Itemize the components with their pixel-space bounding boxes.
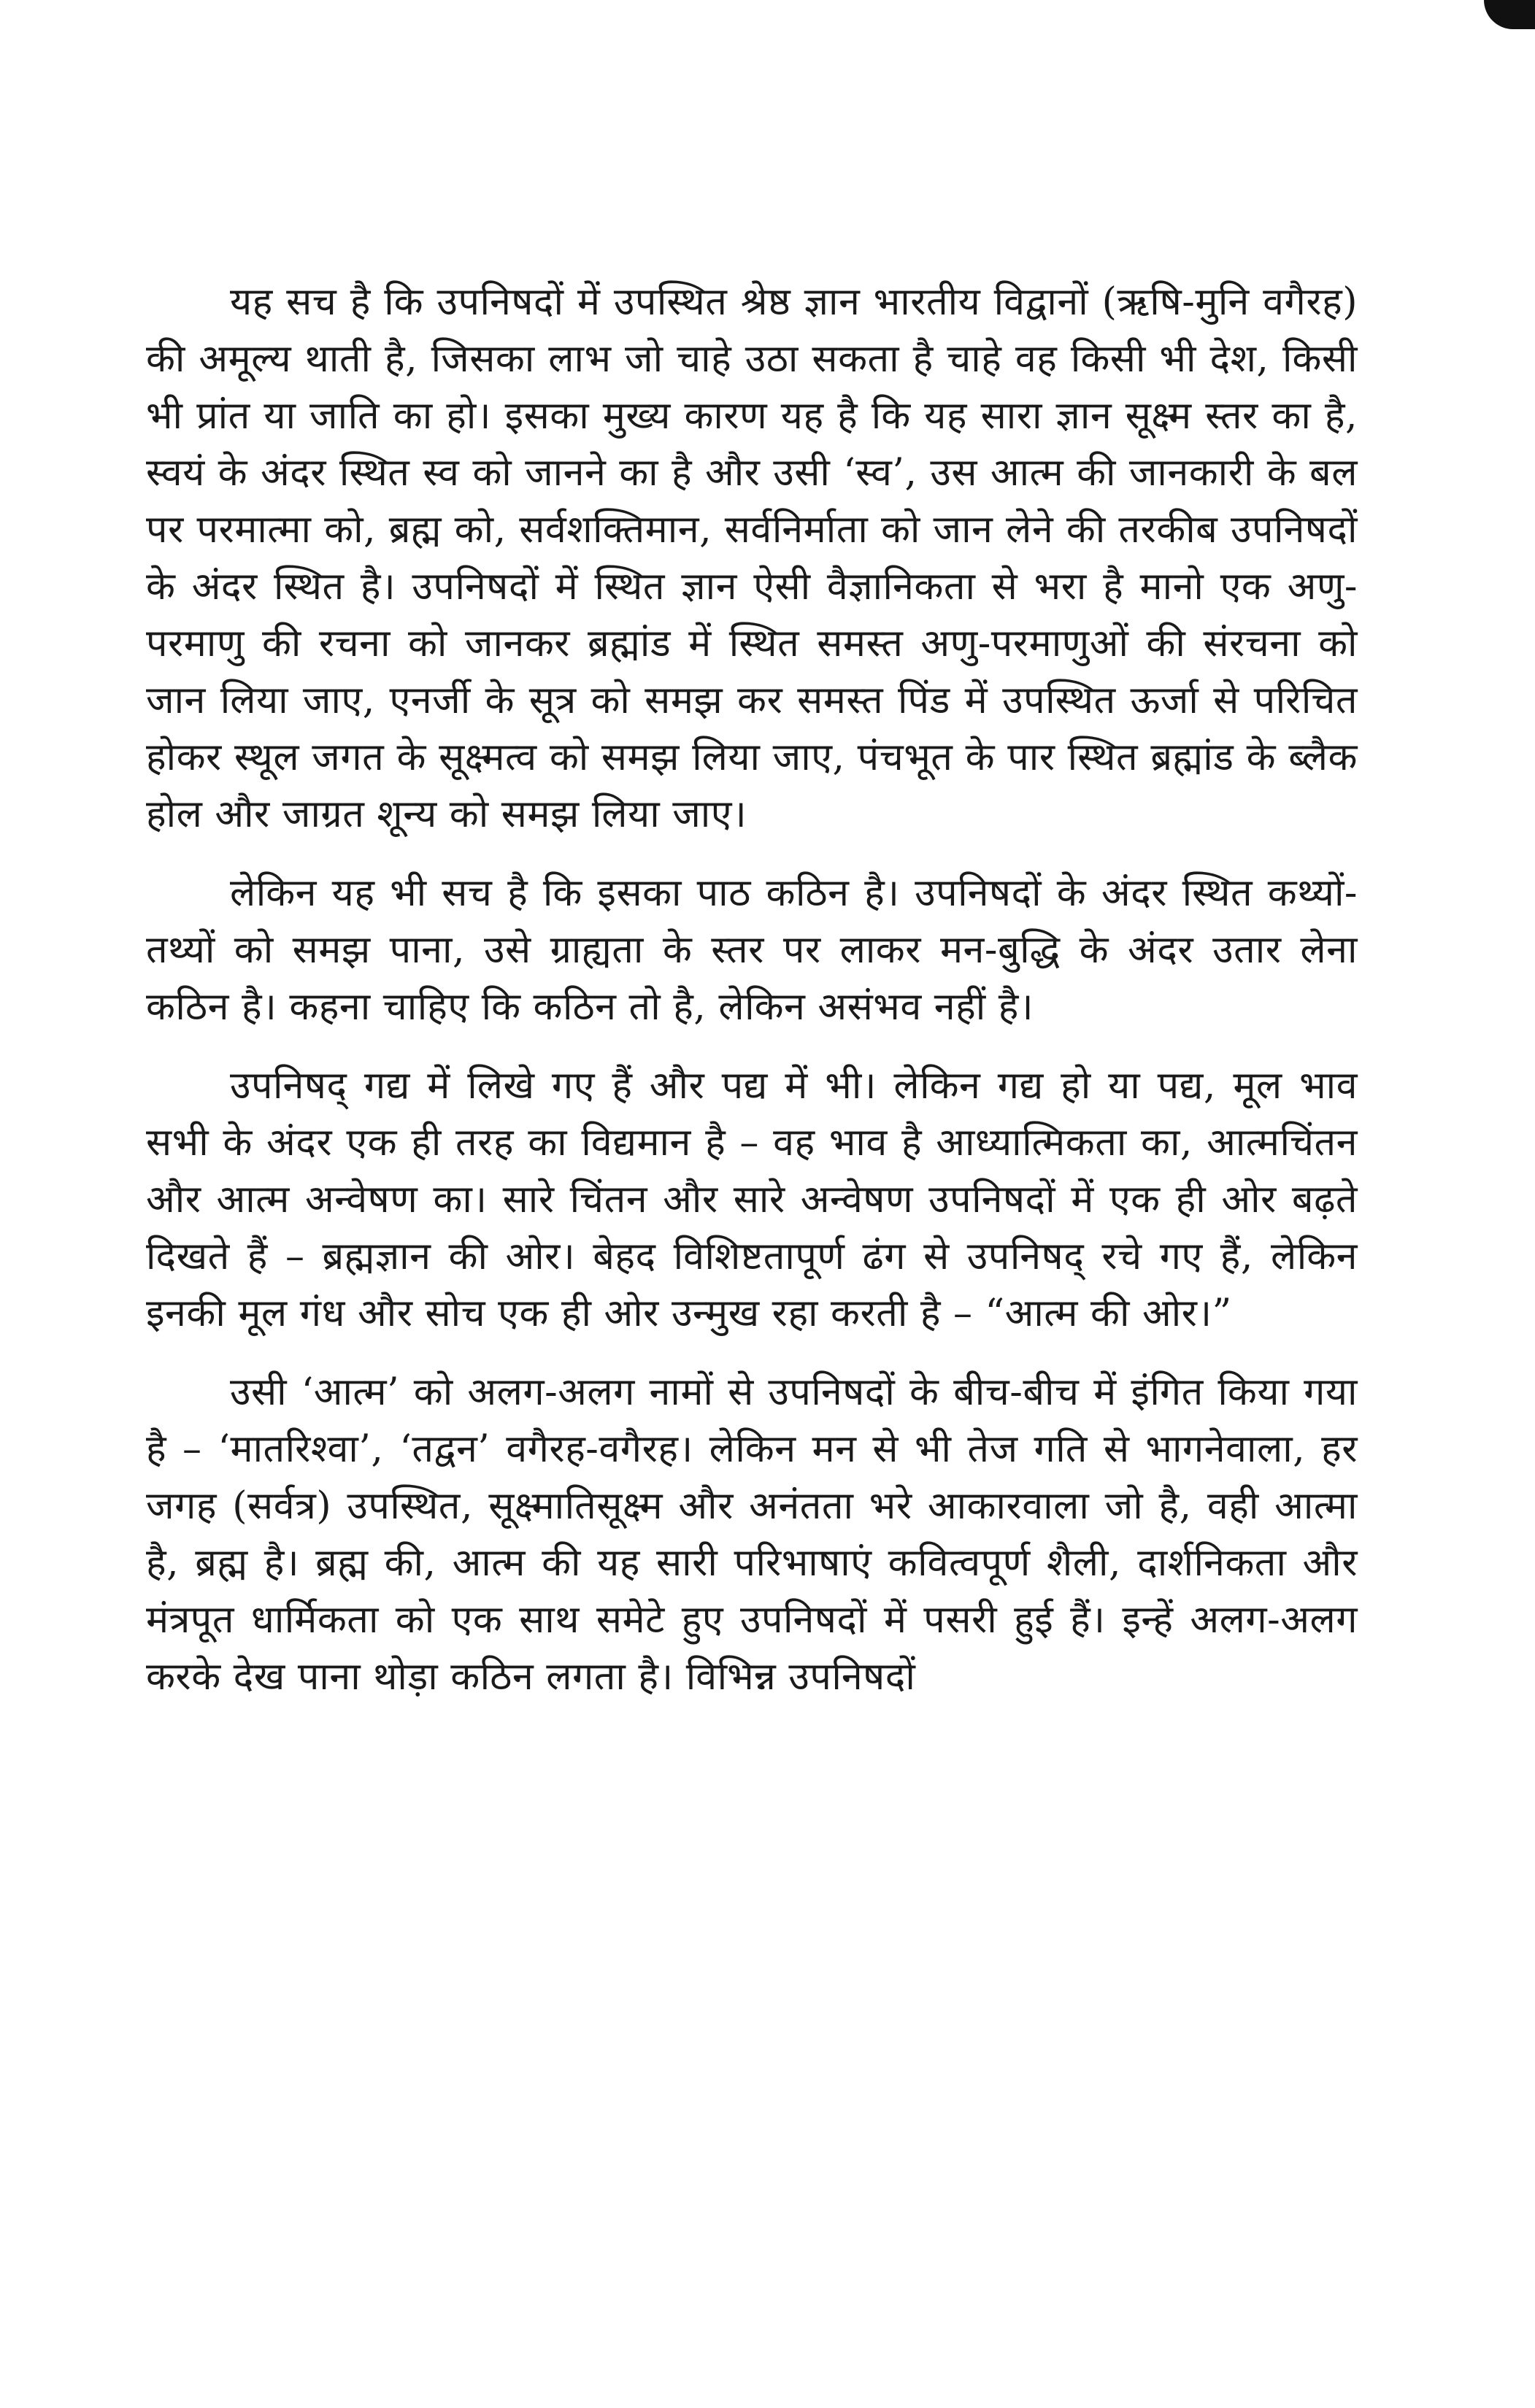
paragraph: उपनिषद् गद्य में लिखे गए हैं और पद्य में भी। लेकिन गद्य हो या पद्य, मूल भाव सभी के अंदर एक ही तरह का विद्यमान है – वह भाव है आध्यात्मिकता का, आत्मचिंतन और आत्म अन्वेषण का। सारे चिंतन और सारे अन्वेषण उपनिषदों में एक ही ओर बढ़ते दिखते हैं – ब्रह्मज्ञान की ओर। बेहद विशिष्टतापूर्ण ढंग से उपनिषद् रचे गए हैं, लेकिन इनकी मूल गंध और सोच एक ही ओर उन्मुख रहा करती है – “आत्म की ओर।” bbox=[146, 1064, 1358, 1335]
paragraph: उसी ‘आत्म’ को अलग-अलग नामों से उपनिषदों के बीच-बीच में इंगित किया गया है – ‘मातरिश्वा’, ‘तद्वन’ वगैरह-वगैरह। लेकिन मन से भी तेज गति से भागनेवाला, हर जगह (सर्वत्र) उपस्थित, सूक्ष्मातिसूक्ष्म और अनंतता भरे आकारवाला जो है, वही आत्मा है, ब्रह्म है। ब्रह्म की, आत्म की यह सारी परिभाषाएं कवित्वपूर्ण शैली, दार्शनिकता और मंत्रपूत धार्मिकता को एक साथ समेटे हुए उपनिषदों में पसरी हुई हैं। इन्हें अलग-अलग करके देख पाना थोड़ा कठिन लगता है। विभिन्न उपनिषदों bbox=[146, 1370, 1358, 1699]
page-corner-shadow bbox=[1484, 0, 1535, 29]
paragraph: लेकिन यह भी सच है कि इसका पाठ कठिन है। उपनिषदों के अंदर स्थित कथ्यों-तथ्यों को समझ पाना, उसे ग्राह्यता के स्तर पर लाकर मन-बुद्धि के अंदर उतार लेना कठिन है। कहना चाहिए कि कठिन तो है, लेकिन असंभव नहीं है। bbox=[146, 871, 1358, 1029]
page-body bbox=[146, 274, 1358, 1705]
paragraph: यह सच है कि उपनिषदों में उपस्थित श्रेष्ठ ज्ञान भारतीय विद्वानों (ऋषि-मुनि वगैरह) की अमूल्य थाती है, जिसका लाभ जो चाहे उठा सकता है चाहे वह किसी भी देश, किसी भी प्रांत या जाति का हो। इसका मुख्य कारण यह है कि यह सारा ज्ञान सूक्ष्म स्तर का है, स्वयं के अंदर स्थित स्व को जानने का है और उसी ‘स्व’, उस आत्म की जानकारी के बल पर परमात्मा को, ब्रह्म को, सर्वशक्तिमान, सर्वनिर्माता को जान लेने की तरकीब उपनिषदों के अंदर स्थित है। उपनिषदों में स्थित ज्ञान ऐसी वैज्ञानिकता से भरा है मानो एक अणु-परमाणु की रचना को जानकर ब्रह्मांड में स्थित समस्त अणु-परमाणुओं की संरचना को जान लिया जाए, एनर्जी के सूत्र को समझ कर समस्त पिंड में उपस्थित ऊर्जा से परिचित होकर स्थूल जगत के सूक्ष्मत्व को समझ लिया जाए, पंचभूत के पार स्थित ब्रह्मांड के ब्लैक होल और जाग्रत शून्य को समझ लिया जाए। bbox=[146, 280, 1358, 836]
